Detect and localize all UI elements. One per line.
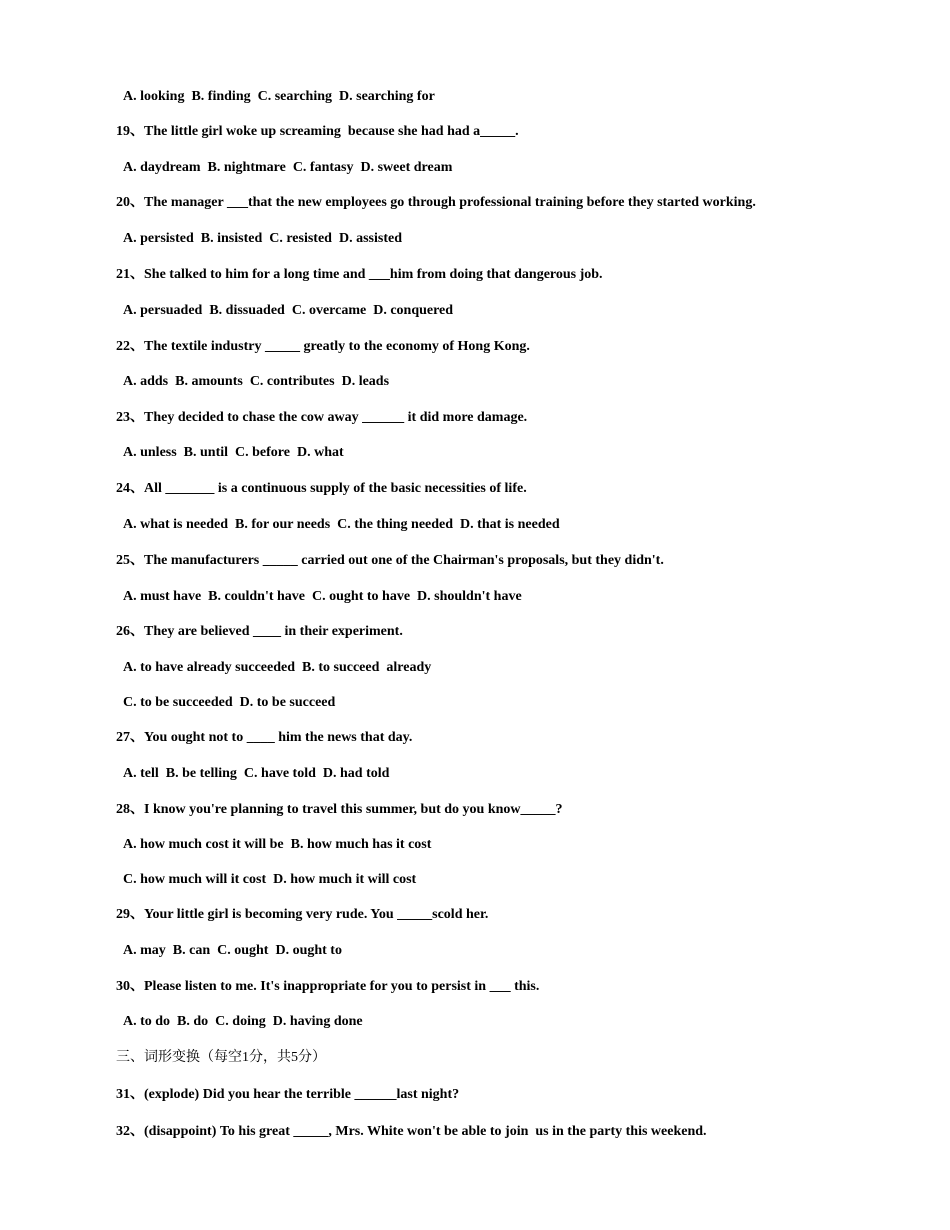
question-23: 23、They decided to chase the cow away ______ it did more damage. <box>116 410 528 425</box>
question-31: 31、(explode) Did you hear the terrible ______last night? <box>116 1087 460 1102</box>
options-28-cd: C. how much will it cost D. how much it will cost <box>123 872 417 887</box>
options-26-ab: A. to have already succeeded B. to succeed already <box>123 660 432 675</box>
question-21: 21、She talked to him for a long time and ___him from doing that dangerous job. <box>116 267 603 282</box>
options-29: A. may B. can C. ought D. ought to <box>123 943 342 958</box>
question-24: 24、All _______ is a continuous supply of the basic necessities of life. <box>116 481 527 496</box>
options-21: A. persuaded B. dissuaded C. overcame D. conquered <box>123 303 454 318</box>
options-28-ab: A. how much cost it will be B. how much has it cost <box>123 837 432 852</box>
options-19: A. daydream B. nightmare C. fantasy D. sweet dream <box>123 160 453 175</box>
options-23: A. unless B. until C. before D. what <box>123 445 344 460</box>
options-27: A. tell B. be telling C. have told D. had told <box>123 766 390 781</box>
question-25: 25、The manufacturers _____ carried out one of the Chairman's proposals, but they didn't. <box>116 553 664 568</box>
options-20: A. persisted B. insisted C. resisted D. assisted <box>123 231 402 246</box>
options-30: A. to do B. do C. doing D. having done <box>123 1014 363 1029</box>
options-22: A. adds B. amounts C. contributes D. leads <box>123 374 390 389</box>
question-22: 22、The textile industry _____ greatly to the economy of Hong Kong. <box>116 339 530 354</box>
question-28: 28、I know you're planning to travel this summer, but do you know_____? <box>116 802 563 817</box>
question-19: 19、The little girl woke up screaming because she had had a_____. <box>116 124 519 139</box>
question-32: 32、(disappoint) To his great _____, Mrs. White won't be able to join us in the party this weekend. <box>116 1124 707 1139</box>
question-26: 26、They are believed ____ in their experiment. <box>116 624 403 639</box>
section-heading: 三、词形变换（每空1分，共5分） <box>116 1050 326 1065</box>
options-24: A. what is needed B. for our needs C. the thing needed D. that is needed <box>123 517 560 532</box>
question-27: 27、You ought not to ____ him the news that day. <box>116 730 413 745</box>
question-29: 29、Your little girl is becoming very rude. You _____scold her. <box>116 907 489 922</box>
options-line: A. looking B. finding C. searching D. searching for <box>123 89 435 104</box>
question-30: 30、Please listen to me. It's inappropriate for you to persist in ___ this. <box>116 979 540 994</box>
options-26-cd: C. to be succeeded D. to be succeed <box>123 695 336 710</box>
question-20: 20、The manager ___that the new employees go through professional training before they started working. <box>116 195 756 210</box>
options-25: A. must have B. couldn't have C. ought to have D. shouldn't have <box>123 589 522 604</box>
